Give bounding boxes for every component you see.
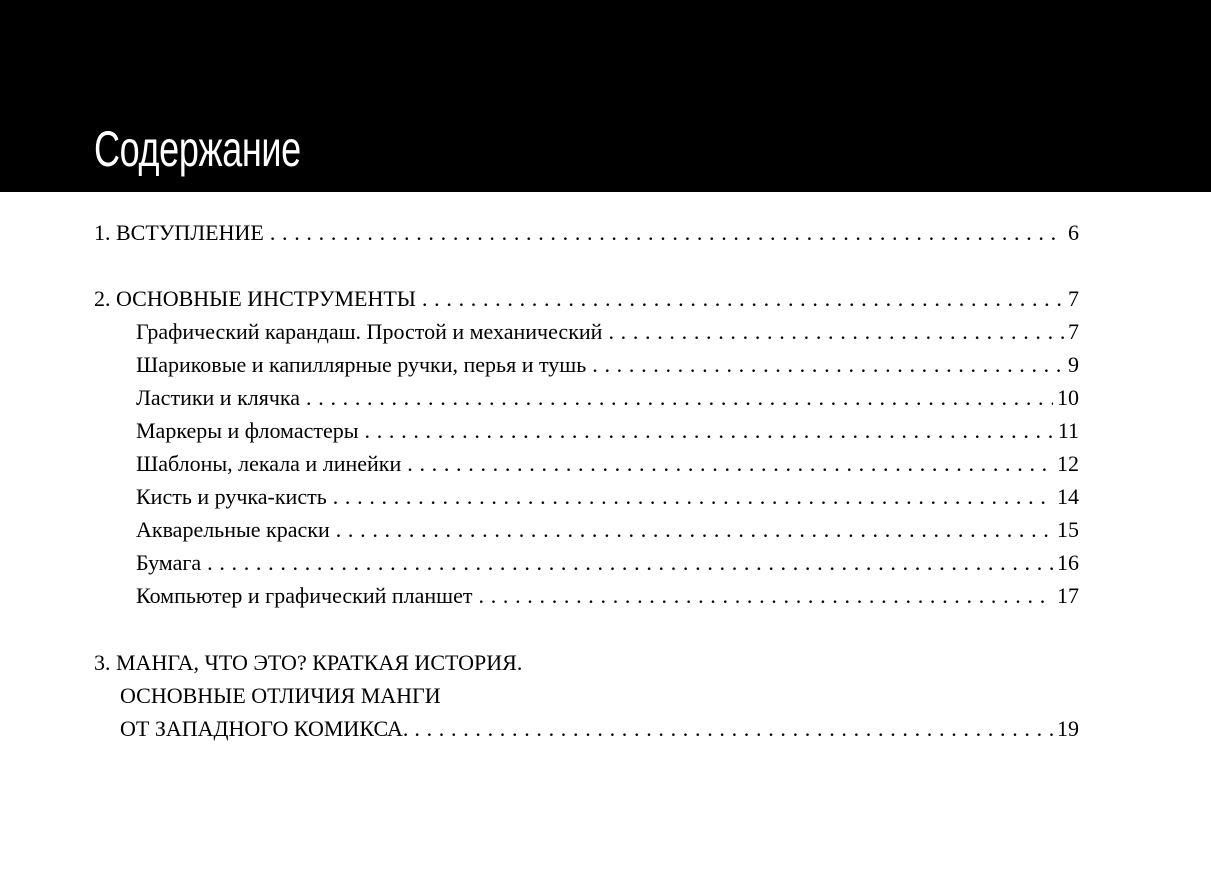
toc-entry-page: 6 xyxy=(1068,220,1079,245)
toc-entry-page: 11 xyxy=(1057,418,1079,443)
toc-entry-manga-line-3[interactable] xyxy=(120,714,1079,744)
toc-entry-label: Маркеры и фломастеры xyxy=(136,418,359,443)
toc-entry-page: 7 xyxy=(1068,286,1079,311)
dot-leader xyxy=(306,383,1053,413)
toc-entry-label: Бумага xyxy=(136,550,202,575)
dot-leader xyxy=(592,350,1064,380)
dot-leader xyxy=(207,548,1053,578)
dot-leader xyxy=(333,482,1053,512)
toc-subentry-templates[interactable] xyxy=(136,449,1079,479)
dot-leader xyxy=(270,218,1064,248)
toc-entry-label: ОСНОВНЫЕ ОТЛИЧИЯ МАНГИ xyxy=(120,683,441,708)
toc-entry-page: 16 xyxy=(1057,550,1079,575)
toc-entry-label: 2. ОСНОВНЫЕ ИНСТРУМЕНТЫ xyxy=(94,286,416,311)
dot-leader xyxy=(608,317,1064,347)
toc-entry-label: 1. ВСТУПЛЕНИЕ xyxy=(94,220,264,245)
toc-entry-label: ОТ ЗАПАДНОГО КОМИКСА. xyxy=(120,716,409,741)
toc-entry-label: Шариковые и капиллярные ручки, перья и тушь xyxy=(136,352,587,377)
toc-entry-label: Шаблоны, лекала и линейки xyxy=(136,451,402,476)
toc-subentry-brushes[interactable] xyxy=(136,482,1079,512)
toc-entry-manga-line-1[interactable] xyxy=(94,648,1079,678)
toc-entry-page: 7 xyxy=(1068,319,1079,344)
dot-leader xyxy=(336,515,1053,545)
toc-entry-manga-line-2[interactable] xyxy=(120,681,1079,711)
toc-entry-label: Графический карандаш. Простой и механический xyxy=(136,319,603,344)
toc-entry-page: 17 xyxy=(1057,583,1079,608)
toc-subentry-computer-tablet[interactable] xyxy=(136,581,1079,611)
toc-entry-label: 3. МАНГА, ЧТО ЭТО? КРАТКАЯ ИСТОРИЯ. xyxy=(94,650,523,675)
dot-leader xyxy=(414,714,1053,744)
toc-entry-label: Акварельные краски xyxy=(136,517,330,542)
toc-entry-label: Кисть и ручка-кисть xyxy=(136,484,327,509)
page-title: Содержание xyxy=(94,121,301,177)
toc-entry-main-tools[interactable] xyxy=(94,284,1079,314)
toc-entry-page: 9 xyxy=(1068,352,1079,377)
toc-entry-page: 14 xyxy=(1057,484,1079,509)
toc-entry-page: 19 xyxy=(1057,716,1079,741)
toc-entry-page: 12 xyxy=(1057,451,1079,476)
toc-entry-page: 15 xyxy=(1057,517,1079,542)
toc-subentry-erasers[interactable] xyxy=(136,383,1079,413)
toc-entry-label: Компьютер и графический планшет xyxy=(136,583,473,608)
toc-subentry-watercolors[interactable] xyxy=(136,515,1079,545)
toc-subentry-markers[interactable] xyxy=(136,416,1079,446)
toc-subentry-pencil[interactable] xyxy=(136,317,1079,347)
dot-leader xyxy=(422,284,1064,314)
dot-leader xyxy=(479,581,1054,611)
dot-leader xyxy=(407,449,1053,479)
toc-entry-page: 10 xyxy=(1057,385,1079,410)
toc-subentry-pens-ink[interactable] xyxy=(136,350,1079,380)
dot-leader xyxy=(365,416,1054,446)
toc-entry-label: Ластики и клячка xyxy=(136,385,301,410)
toc-subentry-paper[interactable] xyxy=(136,548,1079,578)
toc-entry-introduction[interactable] xyxy=(94,218,1079,248)
